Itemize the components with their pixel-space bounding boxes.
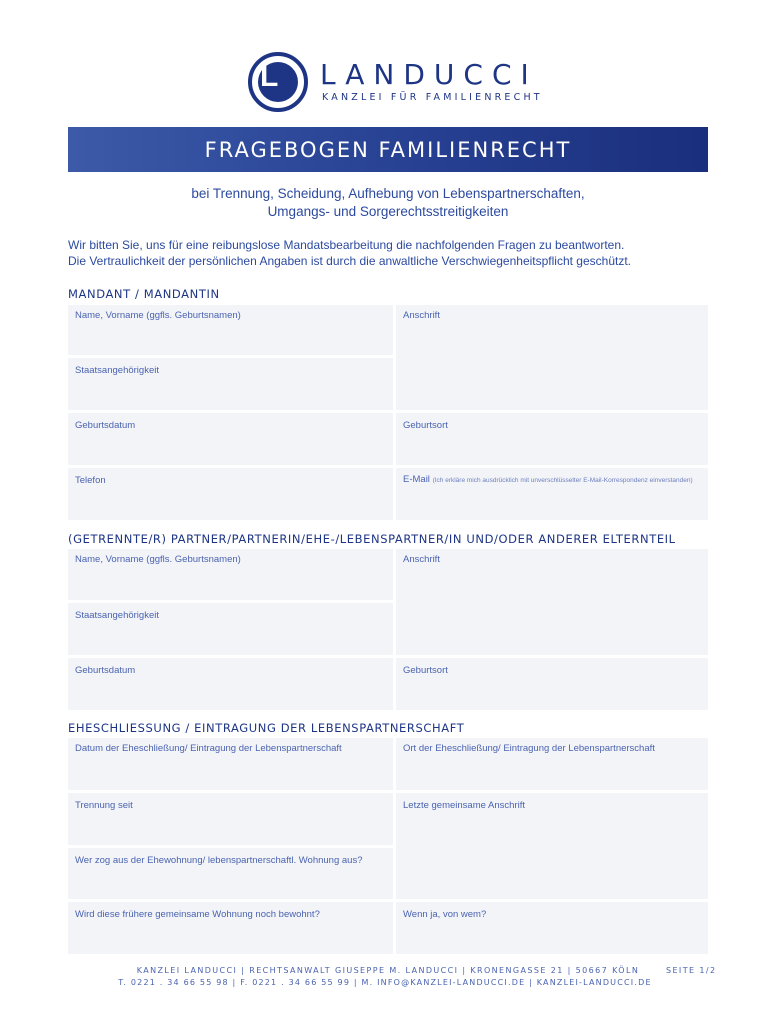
last-common-address-field[interactable] xyxy=(396,793,708,899)
footer-contact: T. 0221 . 34 66 55 98 | F. 0221 . 34 66 55 99 | M. INFO@KANZLEI-LANDUCCI.DE | KANZLEI-LANDUCCI.DE xyxy=(118,978,652,987)
mandant-phone-field[interactable] xyxy=(68,468,393,520)
partner-name-field[interactable] xyxy=(68,549,393,600)
mandant-nationality-field[interactable] xyxy=(68,358,393,410)
marriage-place-field[interactable] xyxy=(396,738,708,790)
moved-out-field[interactable] xyxy=(68,848,393,899)
separation-date-field[interactable] xyxy=(68,793,393,845)
field-label: Datum der Eheschließung/ Eintragung der Lebenspartnerschaft xyxy=(75,743,342,754)
marriage-date-field[interactable] xyxy=(68,738,393,790)
mandant-email-field[interactable] xyxy=(396,468,708,520)
field-label: Telefon xyxy=(75,475,106,486)
logo xyxy=(248,52,548,112)
field-label: Wer zog aus der Ehewohnung/ lebenspartnerschaftl. Wohnung aus? xyxy=(75,855,363,866)
field-label: Name, Vorname (ggfls. Geburtsnamen) xyxy=(75,554,241,565)
inhabited-by-field[interactable] xyxy=(396,902,708,954)
page-number: SEITE 1/2 xyxy=(666,966,717,975)
email-consent-note: (Ich erkläre mich ausdrücklich mit unverschlüsselter E-Mail-Korrespondenz einverstanden) xyxy=(432,477,693,484)
intro-line-2: Die Vertraulichkeit der persönlichen Angaben ist durch die anwaltliche Verschwiegenheitspflicht geschützt. xyxy=(68,254,631,268)
field-label: Trennung seit xyxy=(75,800,133,811)
partner-address-field[interactable] xyxy=(396,549,708,655)
field-label: E-Mail xyxy=(403,474,430,485)
section-title-marriage: EHESCHLIESSUNG / EINTRAGUNG DER LEBENSPARTNERSCHAFT xyxy=(68,721,465,735)
partner-birthplace-field[interactable] xyxy=(396,658,708,710)
still-inhabited-field[interactable] xyxy=(68,902,393,954)
field-label: Staatsangehörigkeit xyxy=(75,610,159,621)
mandant-birthplace-field[interactable] xyxy=(396,413,708,465)
page-title: FRAGEBOGEN FAMILIENRECHT xyxy=(204,137,572,162)
subtitle-line-1: bei Trennung, Scheidung, Aufhebung von Lebenspartnerschaften, xyxy=(191,186,585,201)
field-label: Ort der Eheschließung/ Eintragung der Lebenspartnerschaft xyxy=(403,743,655,754)
mandant-name-field[interactable] xyxy=(68,305,393,355)
field-label: Geburtsdatum xyxy=(75,665,136,676)
partner-nationality-field[interactable] xyxy=(68,603,393,655)
partner-birthdate-field[interactable] xyxy=(68,658,393,710)
section-title-partner: (GETRENNTE/R) PARTNER/PARTNERIN/EHE-/LEBENSPARTNER/IN UND/ODER ANDERER ELTERNTEIL xyxy=(68,532,676,546)
brand-name: LANDUCCI xyxy=(320,58,538,91)
title-banner xyxy=(68,127,708,172)
field-label: Wird diese frühere gemeinsame Wohnung noch bewohnt? xyxy=(75,909,320,920)
field-label: Wenn ja, von wem? xyxy=(403,909,487,920)
field-label: Name, Vorname (ggfls. Geburtsnamen) xyxy=(75,310,241,321)
email-label-group xyxy=(403,475,703,486)
footer-address: KANZLEI LANDUCCI | RECHTSANWALT GIUSEPPE M. LANDUCCI | KRONENGASSE 21 | 50667 KÖLN xyxy=(136,966,640,975)
field-label: Anschrift xyxy=(403,310,440,321)
brand-tagline: KANZLEI FÜR FAMILIENRECHT xyxy=(322,92,543,103)
subtitle-line-2: Umgangs- und Sorgerechtsstreitigkeiten xyxy=(267,204,509,219)
field-label: Geburtsort xyxy=(403,665,448,676)
field-label: Staatsangehörigkeit xyxy=(75,365,159,376)
intro-line-1: Wir bitten Sie, uns für eine reibungslose Mandatsbearbeitung die nachfolgenden Fragen zu beantworten. xyxy=(68,238,625,252)
field-label: Letzte gemeinsame Anschrift xyxy=(403,800,525,811)
logo-letter: L xyxy=(260,60,279,93)
field-label: Geburtsdatum xyxy=(75,420,136,431)
mandant-birthdate-field[interactable] xyxy=(68,413,393,465)
field-label: Geburtsort xyxy=(403,420,448,431)
logo-mark-icon xyxy=(248,52,308,112)
field-label: Anschrift xyxy=(403,554,440,565)
section-title-mandant: MANDANT / MANDANTIN xyxy=(68,287,220,301)
mandant-address-field[interactable] xyxy=(396,305,708,410)
